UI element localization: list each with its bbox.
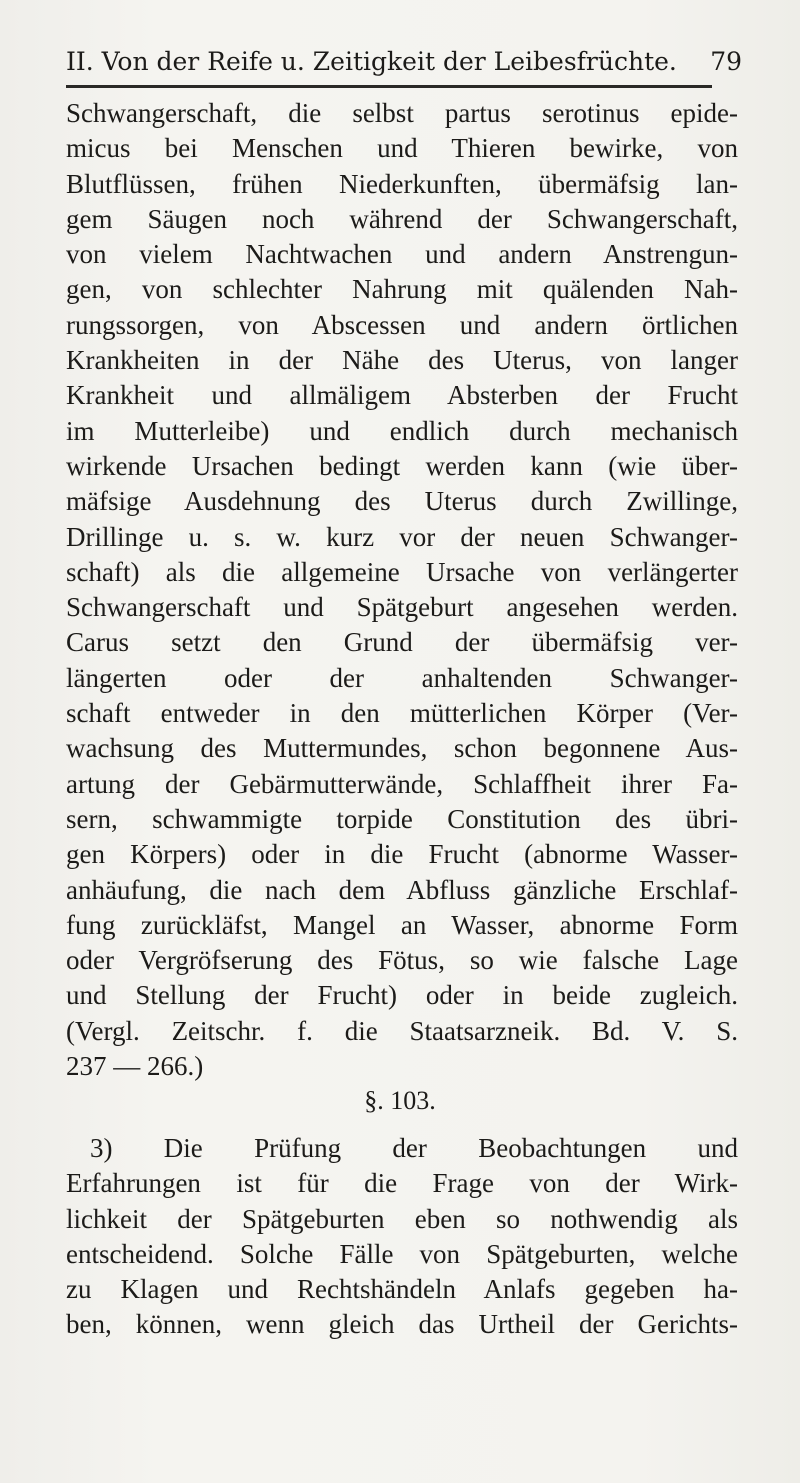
text-line: Krankheiten in der Nähe des Uterus, von langer <box>66 345 738 376</box>
text-line: rungssorgen, von Abscessen und andern örtlichen <box>66 309 738 340</box>
paragraph-continued <box>66 96 738 1084</box>
text-line: oder Vergröfserung des Fötus, so wie falsche Lage <box>66 945 738 976</box>
text-line: (Vergl. Zeitschr. f. die Staatsarzneik. Bd. V. S. <box>66 1015 738 1046</box>
text-line: mäfsige Ausdehnung des Uterus durch Zwillinge, <box>66 486 738 517</box>
text-line: sern, schwammigte torpide Constitution des übri- <box>66 803 738 834</box>
text-line: wachsung des Muttermundes, schon begonnene Aus- <box>66 733 738 764</box>
text-line: anhäufung, die nach dem Abfluss gänzliche Erschlaf- <box>66 874 738 905</box>
text-line: schaft) als die allgemeine Ursache von verlängerter <box>66 556 738 587</box>
text-line: im Mutterleibe) und endlich durch mechanisch <box>66 415 738 446</box>
text-line: micus bei Menschen und Thieren bewirke, von <box>66 133 738 164</box>
text-line: 3) Die Prüfung der Beobachtungen und <box>90 1133 738 1163</box>
header-rule <box>66 85 712 88</box>
text-line: gem Säugen noch während der Schwangerschaft, <box>66 203 738 234</box>
text-line: lichkeit der Spätgeburten eben so nothwendig als <box>66 1203 738 1234</box>
text-line: längerten oder der anhaltenden Schwanger- <box>66 662 738 693</box>
text-line: 237 — 266.) <box>66 1051 204 1082</box>
chapter-title: II. Von der Reife u. Zeitigkeit der Leibesfrüchte. <box>66 47 677 76</box>
text-line: wirkende Ursachen bedingt werden kann (wie über- <box>66 450 738 481</box>
text-line: schaft entweder in den mütterlichen Körper (Ver- <box>66 698 738 729</box>
text-line: Drillinge u. s. w. kurz vor der neuen Schwanger- <box>66 521 738 552</box>
text-line: zu Klagen und Rechtshändeln Anlafs gegeben ha- <box>66 1274 738 1305</box>
text-line: und Stellung der Frucht) oder in beide zugleich. <box>66 980 738 1011</box>
paragraph-section-103 <box>66 1131 738 1343</box>
text-line: gen Körpers) oder in die Frucht (abnorme Wasser- <box>66 839 738 870</box>
text-line: von vielem Nachtwachen und andern Anstrengun- <box>66 239 738 270</box>
text-line: ben, können, wenn gleich das Urtheil der Gerichts- <box>66 1309 738 1340</box>
text-line: Schwangerschaft und Spätgeburt angesehen werden. <box>66 592 738 623</box>
text-line: Carus setzt den Grund der übermäfsig ver- <box>66 627 738 658</box>
text-line: Blutflüssen, frühen Niederkunften, übermäfsig lan- <box>66 168 738 199</box>
text-line: entscheidend. Solche Fälle von Spätgeburten, welche <box>66 1238 738 1269</box>
text-line: artung der Gebärmutterwände, Schlaffheit ihrer Fa- <box>66 768 738 799</box>
text-line: Schwangerschaft, die selbst partus serotinus epide- <box>66 98 738 128</box>
running-header <box>66 44 742 80</box>
text-line: fung zurückläfst, Mangel an Wasser, abnorme Form <box>66 909 738 940</box>
page-number: 79 <box>710 47 742 76</box>
section-heading: §. 103. <box>364 1086 436 1115</box>
text-line: Erfahrungen ist für die Frage von der Wirk- <box>66 1168 738 1199</box>
text-line: Krankheit und allmäligem Absterben der Frucht <box>66 380 738 411</box>
text-line: gen, von schlechter Nahrung mit quälenden Nah- <box>66 274 738 305</box>
